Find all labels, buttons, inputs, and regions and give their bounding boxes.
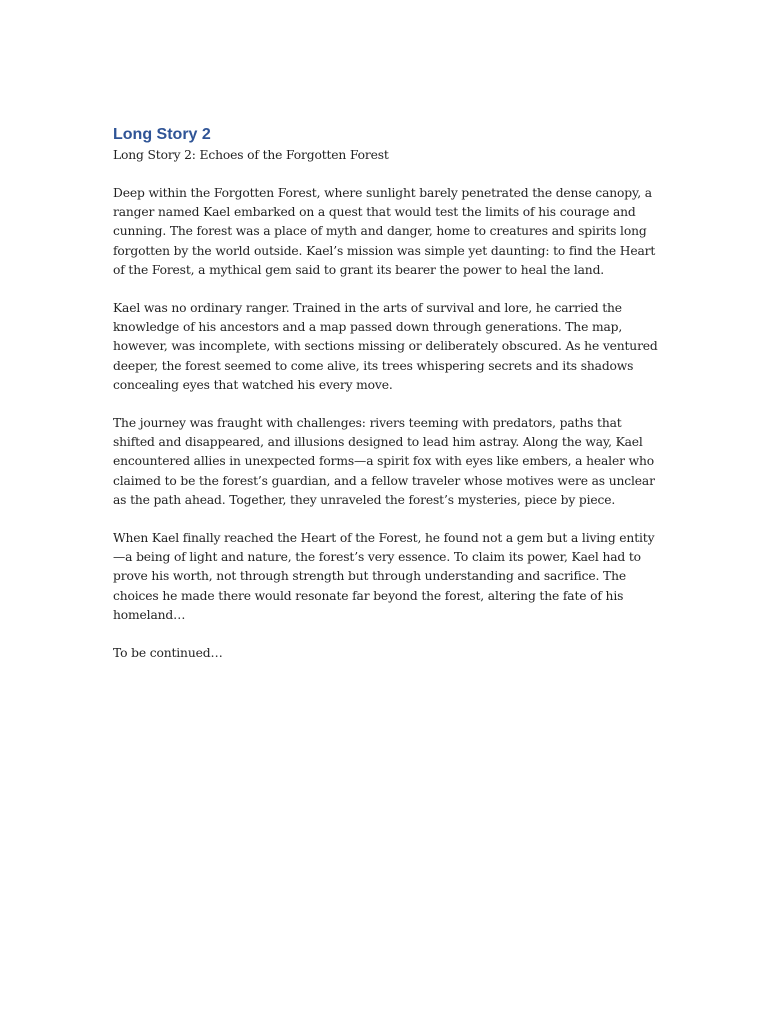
document-heading: Long Story 2: [113, 126, 211, 143]
paragraph-4: When Kael finally reached the Heart of the Forest, he found not a gem but a living entity—a being of light and nature, the forest’s very essence. To claim its power, Kael had to prove his worth, not through strength but through understanding and sacrifice. The choices he made there would resonate far beyond the forest, altering the fate of his homeland…: [113, 531, 655, 622]
document-subtitle: Long Story 2: Echoes of the Forgotten Forest: [113, 148, 389, 162]
paragraph-closing: To be continued…: [113, 646, 223, 661]
paragraph-1: Deep within the Forgotten Forest, where sunlight barely penetrated the dense canopy, a ranger named Kael embarked on a quest that would test the limits of his courage and cunning. The forest was a place of myth and danger, home to creatures and spirits long forgotten by the world outside. Kael’s mission was simple yet daunting: to find the Heart of the Forest, a mythical gem said to grant its bearer the power to heal the land.: [113, 186, 656, 277]
document-body: [113, 124, 658, 682]
paragraph-3: The journey was fraught with challenges: rivers teeming with predators, paths that shifted and disappeared, and illusions designed to lead him astray. Along the way, Kael encountered allies in unexpected forms—a spirit fox with eyes like embers, a healer who claimed to be the forest’s guardian, and a fellow traveler whose motives were as unclear as the path ahead. Together, they unraveled the forest’s mysteries, piece by piece.: [113, 416, 655, 507]
paragraph-2: Kael was no ordinary ranger. Trained in the arts of survival and lore, he carried the knowledge of his ancestors and a map passed down through generations. The map, however, was incomplete, with sections missing or deliberately obscured. As he ventured deeper, the forest seemed to come alive, its trees whispering secrets and its shadows concealing eyes that watched his every move.: [113, 301, 658, 392]
